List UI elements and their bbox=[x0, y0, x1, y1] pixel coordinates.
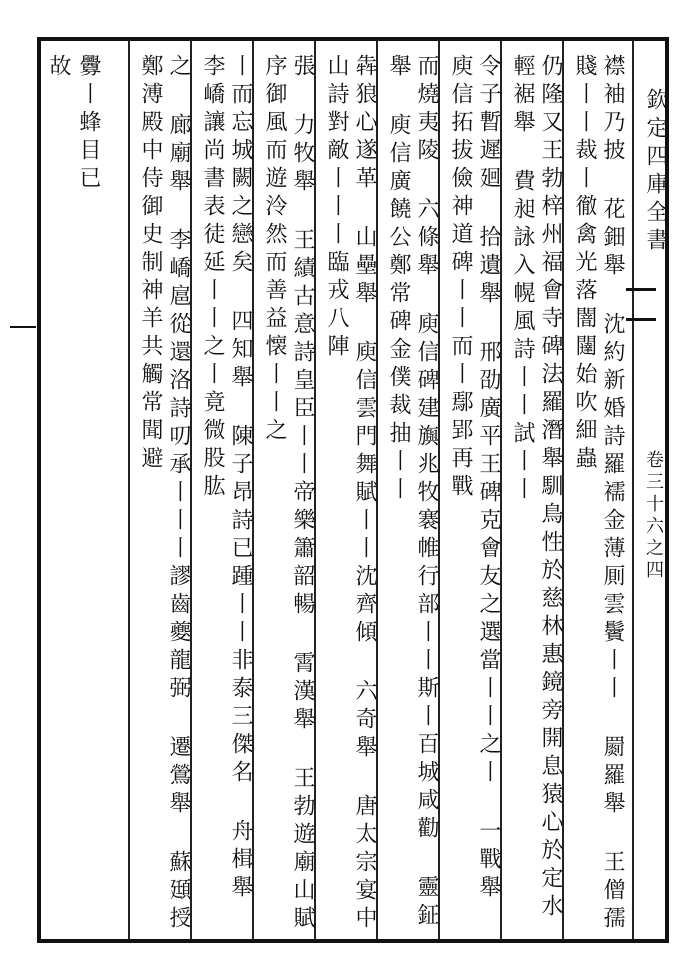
text-column-9: 釁丨蜂目已 bbox=[76, 54, 101, 194]
text-column-3: 令子暫遲廻 拾遺舉 邢劭廣平王碑克會友之選當丨丨之丨 一戰舉 庾信拓拔儉神道碑丨丨而丨鄢郢再戰 bbox=[448, 54, 501, 934]
column-rule bbox=[632, 41, 634, 939]
text-column-2: 仍隆又王勃梓州福會寺碑法羅潛舉馴鳥性於慈林惠鏡旁開息猿心於定水 輕裾舉 費昶詠入幌風詩丨丨試丨丨 bbox=[510, 54, 563, 953]
text-column-4: 而燒夷陵 六條舉 庾信碑建旟兆牧褰帷行部丨丨斯丨百城咸勸 靈鉦舉 庾信廣饒公鄭常碑金僕裁抽丨丨 bbox=[386, 54, 439, 931]
sidebar-tick bbox=[626, 288, 656, 291]
column-rule bbox=[128, 41, 130, 939]
text-column-8: 之 廊廟舉 李嶠扈從還洛詩叨承丨丨丨謬齒夔龍弼 遷鶯舉 蘇頲授鄭溥殿中侍御史制神羊共觸常聞避 bbox=[138, 54, 191, 934]
page-sidebar bbox=[636, 42, 668, 940]
edge-fragment: 故 bbox=[46, 54, 71, 82]
text-column-6: 張 力牧舉 王績古意詩皇臣丨丨帝樂簫韶暢 霄漢舉 王勃遊廟山賦序御風而遊泠然而善益懐丨丨之 bbox=[262, 54, 315, 934]
text-column-7: 丨而忘城闕之戀矣 四知舉 陳子昂詩已踵丨丨非泰三傑名 舟楫舉 李嶠讓尚書表徒延丨丨之丨竟微股肱 bbox=[200, 54, 253, 934]
text-column-5: 犇狼心遂革 山壘舉 庾信雲門舞賦丨丨沈齊傾 六奇舉 唐太宗宴中山詩對敵丨丨丨臨戎八陣 bbox=[324, 54, 377, 934]
book-title: 欽定四庫全書 bbox=[643, 88, 668, 256]
text-column-1: 襟袖乃披 花鈿舉 沈約新婚詩羅襦金薄厠雲鬢丨丨 罽羅舉 王僧孺賤丨丨裁丨徹禽光落闇闥始吹細蟲 bbox=[572, 54, 625, 934]
sidebar-tick bbox=[626, 318, 656, 321]
margin-tick bbox=[10, 326, 36, 328]
volume-label: 卷三十六之四 bbox=[643, 450, 664, 582]
